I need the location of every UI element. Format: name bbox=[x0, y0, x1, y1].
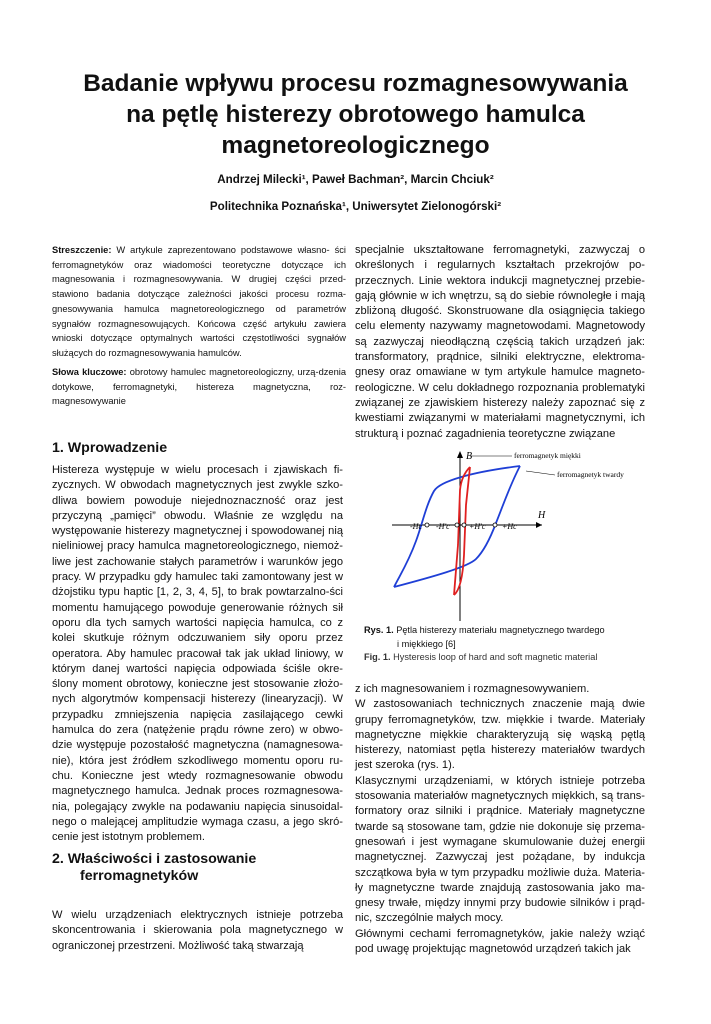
axis-b-label: B bbox=[466, 451, 473, 462]
soft-ferromagnet-loop bbox=[454, 467, 470, 595]
title-line: na pętlę histerezy obrotowego hamulca bbox=[126, 101, 585, 128]
tick-pos-hc-marker bbox=[493, 523, 497, 527]
tick-neg-hc-soft-label: -H'c bbox=[436, 522, 450, 531]
tick-neg-hc-label: -Hc bbox=[410, 522, 422, 531]
caption-pl-text: Pętla histerezy materiału magnetycznego twardego bbox=[396, 625, 605, 635]
abstract bbox=[52, 243, 346, 361]
abstract-text: W artykule zaprezentowano podstawowe własno- ści ferromagnetyków oraz wiadomości teoretyczne dotyczące ich magnesowania i rozmagnesowywania. W drugiej części przed-stawiono badania dotyczące zależności jakości procesu rozma-gnesowywania hamulca magnetoreologicznego od parametrów sygnałów rozmagnesowujących. Końcowa część artykułu zawiera wnioski dotyczące optymalnych wartości częstotliwości sygnałów służących do rozmagnesowywania hamulców. bbox=[52, 245, 346, 358]
caption-en-text: Hysteresis loop of hard and soft magnetic material bbox=[393, 652, 598, 662]
right-column-bottom: z ich magnesowaniem i rozmagnesowywaniem. W zastosowaniach technicznych znaczenie mają dwie grupy ferromagnetyków, tzw. miękkie i twarde. Materiały magnetyczne miękkie charakteryzują się wąską pętlą histerezy, natomiast pętla histerezy materiałów twardych jest szeroka (rys. 1). Klasycznymi urządzeniami, w których istnieje potrzeba stosowania materiałów magnetycznych miękkich, są trans-formatory oraz silniki i prądnice. Materiały magnetyczne twarde są stosowane tam, gdzie nie dokonuje się przema-gnesowań i jest wymagane skumulowanie dużej energii magnetycznej. Zazwyczaj jest pożądane, by indukcja szczątkowa była w tym przypadku możliwie duża. Materia-ły magnetyczne twarde znajdują zastosowania jako ma-gnesy trwałe, między innymi przy budowie silników i prąd-nic, szczególnie małych mocy. Głównymi cechami ferromagnetyków, jakie należy wziąć pod uwagę projektując magnetowód urządzeń takich jak bbox=[355, 683, 645, 956]
section2-text: W wielu urządzeniach elektrycznych istnieje potrzeba skoncentrowania i skierowania pola magnetycznego w ograniczonej przestrzeni. Możliwość taką stwarzają bbox=[52, 909, 344, 952]
tick-pos-hc-soft-marker bbox=[462, 523, 466, 527]
hard-label-leader bbox=[526, 471, 555, 475]
soft-label: ferromagnetyk miękki bbox=[514, 451, 581, 460]
tick-pos-hc-label: +Hc bbox=[502, 522, 517, 531]
caption-en-label: Fig. 1. bbox=[364, 652, 391, 662]
section1-text: Histereza występuje w wielu procesach i zjawiskach fi- zycznych. W obwodach magnetycznych jest zwykle szko- dliwa bowiem powoduje niejednoznaczność oraz jest przyczyną „pamięci” obwodu. Właśnie ze względu na występowanie histerezy magnetycznej i spowodowanej nią nieliniowej pracy hamulca magnetoreologicznego, niemoż-liwe jest zachowanie stałych parametrów i warunków jego pracy. W przypadku gdy hamulec taki zamontowany jest w dżojstiku typu haptic [1, 2, 3, 4, 5], to brak powtarzalno-ści momentu hamującego powoduje generowanie różnych sił oporu dla tych samych wartości napięcia hamulca, co z kolei skutkuje różnym odczuwaniem siły oporu przez operatora. Aby hamulec pracował tak jak układ liniowy, w którym danej wartości napięcia odpowiada ściśle okre-ślony moment obrotowy, konieczne jest stosowanie złożo-nych algorytmów kompensacji histerezy (linearyzacji). W przypadku zmniejszenia napięcia zasilającego cewki hamulca do zera (natężenie prądu równe zero) w obwo-dzie występuje pozostałość magnetyczna (namagnesowa-nie), która jest źródłem szkodliwego momentu oporu ru-chu. Konieczne jest wtedy rozmagnesowanie obwodu magnetycznego hamulca. Jednak proces rozmagnesowa- nia, polegający zwykle na podawaniu napięcia sinusoidal-nego o malejącej amplitudzie wymaga czasu, a jego skró-cenie jest istotnym problemem. bbox=[52, 464, 343, 844]
title-line: Badanie wpływu procesu rozmagnesowywania bbox=[83, 70, 628, 97]
keywords bbox=[52, 365, 346, 409]
paper-title bbox=[30, 68, 681, 161]
caption-pl-label: Rys. 1. bbox=[364, 625, 394, 635]
figure-caption bbox=[364, 624, 605, 665]
affiliation: Politechnika Poznańska¹, Uniwersytet Zielonogórski² bbox=[209, 200, 502, 213]
title-line: magnetoreologicznego bbox=[221, 132, 490, 159]
section-heading: 2. Właściwości i zastosowanie ferromagnetyków bbox=[52, 851, 257, 884]
axis-h-label: H bbox=[538, 510, 546, 521]
right-column-top: specjalnie ukształtowane ferromagnetyki, zazwyczaj o określonych i regularnych kształtach przekrojów po-przecznych. Linie wektora indukcji magnetycznej przebie-gają głównie w ich wnętrzu, są do siebie równoległe i mają zbliżoną długość. Skonstruowane dla osiągnięcia takiego celu elementy nazywamy magnetowodami. Magnetowody są zazwyczaj nieodłączną częścią takich urządzeń jak: transformatory, prądnice, silniki elektryczne, elektroma-gnesy oraz omawiane w tym artykule hamulce magneto-reologiczne. W celu dokładnego rozpoznania problematyki związanej ze zjawiskiem histerezy należy zapoznać się z kwestiami związanymi w materiałami magnetycznymi, ich strukturą i poznać zagadnienia teoretyczne związane bbox=[355, 244, 645, 440]
keywords-label: Słowa kluczowe: bbox=[52, 367, 127, 377]
tick-neg-hc-marker bbox=[425, 523, 429, 527]
tick-neg-hc-soft-marker bbox=[455, 523, 459, 527]
authors: Andrzej Milecki¹, Paweł Bachman², Marcin Chciuk² bbox=[217, 173, 494, 186]
section-heading: 1. Wprowadzenie bbox=[52, 440, 168, 456]
hysteresis-figure bbox=[372, 445, 672, 630]
abstract-label: Streszczenie: bbox=[52, 245, 112, 255]
hard-label: ferromagnetyk twardy bbox=[557, 470, 624, 479]
keywords-text: obrotowy hamulec magnetoreologiczny, urzą-dzenia dotykowe, ferromagnetyki, histereza magnetyczna, roz-magnesowywanie bbox=[52, 367, 346, 407]
tick-pos-hc-soft-label: +H'c bbox=[469, 522, 486, 531]
caption-pl-text2: i miękkiego [6] bbox=[397, 638, 456, 649]
